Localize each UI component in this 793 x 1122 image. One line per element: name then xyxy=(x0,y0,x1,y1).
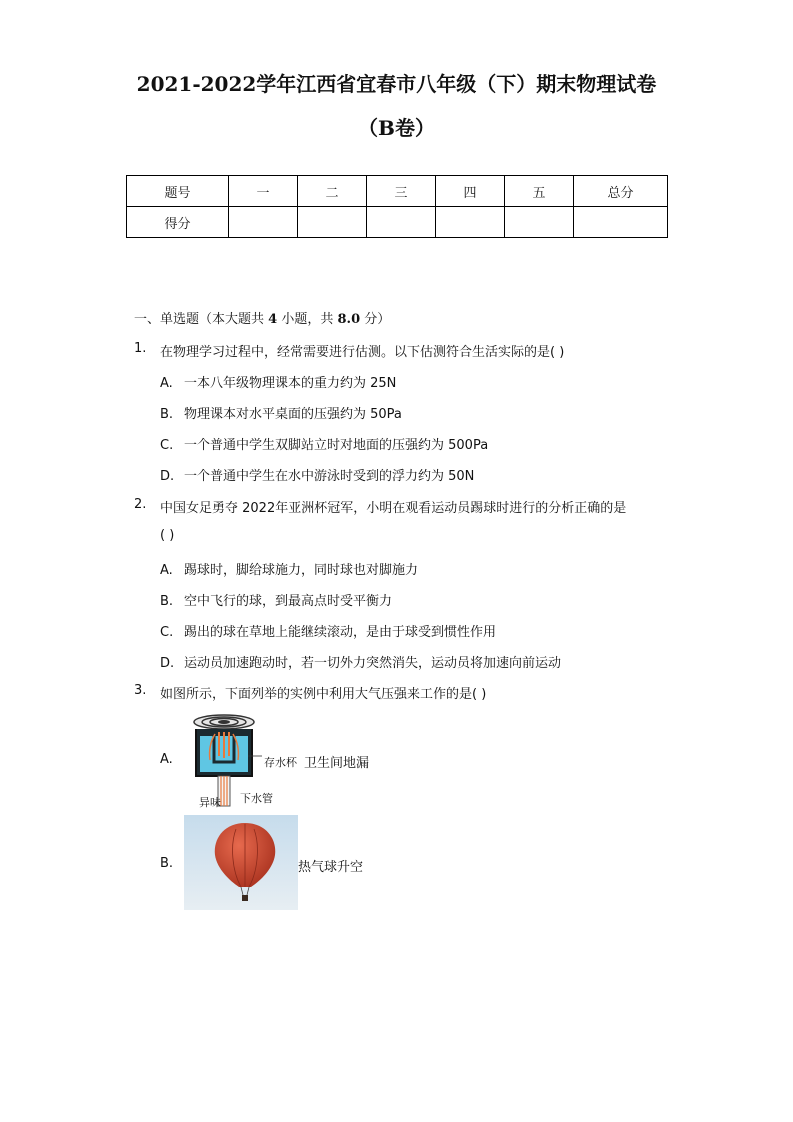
option-1b[interactable]: B. 物理课本对水平桌面的压强约为 50Pa xyxy=(160,407,402,422)
question-text: 在物理学习过程中，经常需要进行估测。以下估测符合生活实际的是( ) xyxy=(160,345,565,360)
question-number: 2. xyxy=(134,497,147,512)
question-text: 如图所示，下面列举的实例中利用大气压强来工作的是( ) xyxy=(160,687,487,702)
section-heading: 一、单选题（本大题共 4 小题，共 8.0 分） xyxy=(134,312,391,327)
option-2b[interactable]: B. 空中飞行的球，到最高点时受平衡力 xyxy=(160,594,393,609)
score-cell: 得分 xyxy=(127,207,229,238)
score-cell: 五 xyxy=(505,176,574,207)
score-table-header-row xyxy=(127,176,668,207)
question-text: 中国女足勇夺 2022年亚洲杯冠军，小明在观看运动员踢球时进行的分析正确的是 xyxy=(160,501,627,516)
exam-subtitle: （B卷） xyxy=(358,116,435,140)
score-cell: 一 xyxy=(229,176,298,207)
score-cell xyxy=(436,207,505,238)
question-2-paren: ( ) xyxy=(160,528,175,543)
option-3b-text[interactable]: 热气球升空 xyxy=(298,860,364,875)
smell-label: 异味 xyxy=(199,796,221,809)
option-2d[interactable]: D. 运动员加速跑动时，若一切外力突然消失，运动员将加速向前运动 xyxy=(160,656,562,671)
score-cell: 总分 xyxy=(574,176,668,207)
option-1d[interactable]: D. 一个普通中学生在水中游泳时受到的浮力约为 50N xyxy=(160,469,475,484)
pipe-label: 下水管 xyxy=(240,792,273,805)
option-1c[interactable]: C. 一个普通中学生双脚站立时对地面的压强约为 500Pa xyxy=(160,438,489,453)
hot-air-balloon-figure xyxy=(184,815,298,910)
score-cell: 题号 xyxy=(127,176,229,207)
option-3a-text[interactable]: 卫生间地漏 xyxy=(304,756,370,771)
question-number: 1. xyxy=(134,341,147,356)
option-3a-label[interactable]: A. xyxy=(160,752,173,767)
score-cell: 二 xyxy=(298,176,367,207)
option-3b-label[interactable]: B. xyxy=(160,856,174,871)
score-cell xyxy=(298,207,367,238)
question-number: 3. xyxy=(134,683,147,698)
option-2a[interactable]: A. 踢球时，脚给球施力，同时球也对脚施力 xyxy=(160,563,419,578)
score-cell xyxy=(367,207,436,238)
exam-title: 2021-2022学年江西省宜春市八年级（下）期末物理试卷 xyxy=(136,72,657,96)
score-cell xyxy=(505,207,574,238)
cup-label: 存水杯 xyxy=(264,756,297,769)
score-cell: 四 xyxy=(436,176,505,207)
option-1a[interactable]: A. 一本八年级物理课本的重力约为 25N xyxy=(160,376,397,391)
score-cell: 三 xyxy=(367,176,436,207)
option-2c[interactable]: C. 踢出的球在草地上能继续滚动，是由于球受到惯性作用 xyxy=(160,625,497,640)
score-cell xyxy=(229,207,298,238)
score-table xyxy=(126,175,668,238)
score-cell xyxy=(574,207,668,238)
score-table-score-row xyxy=(127,207,668,238)
